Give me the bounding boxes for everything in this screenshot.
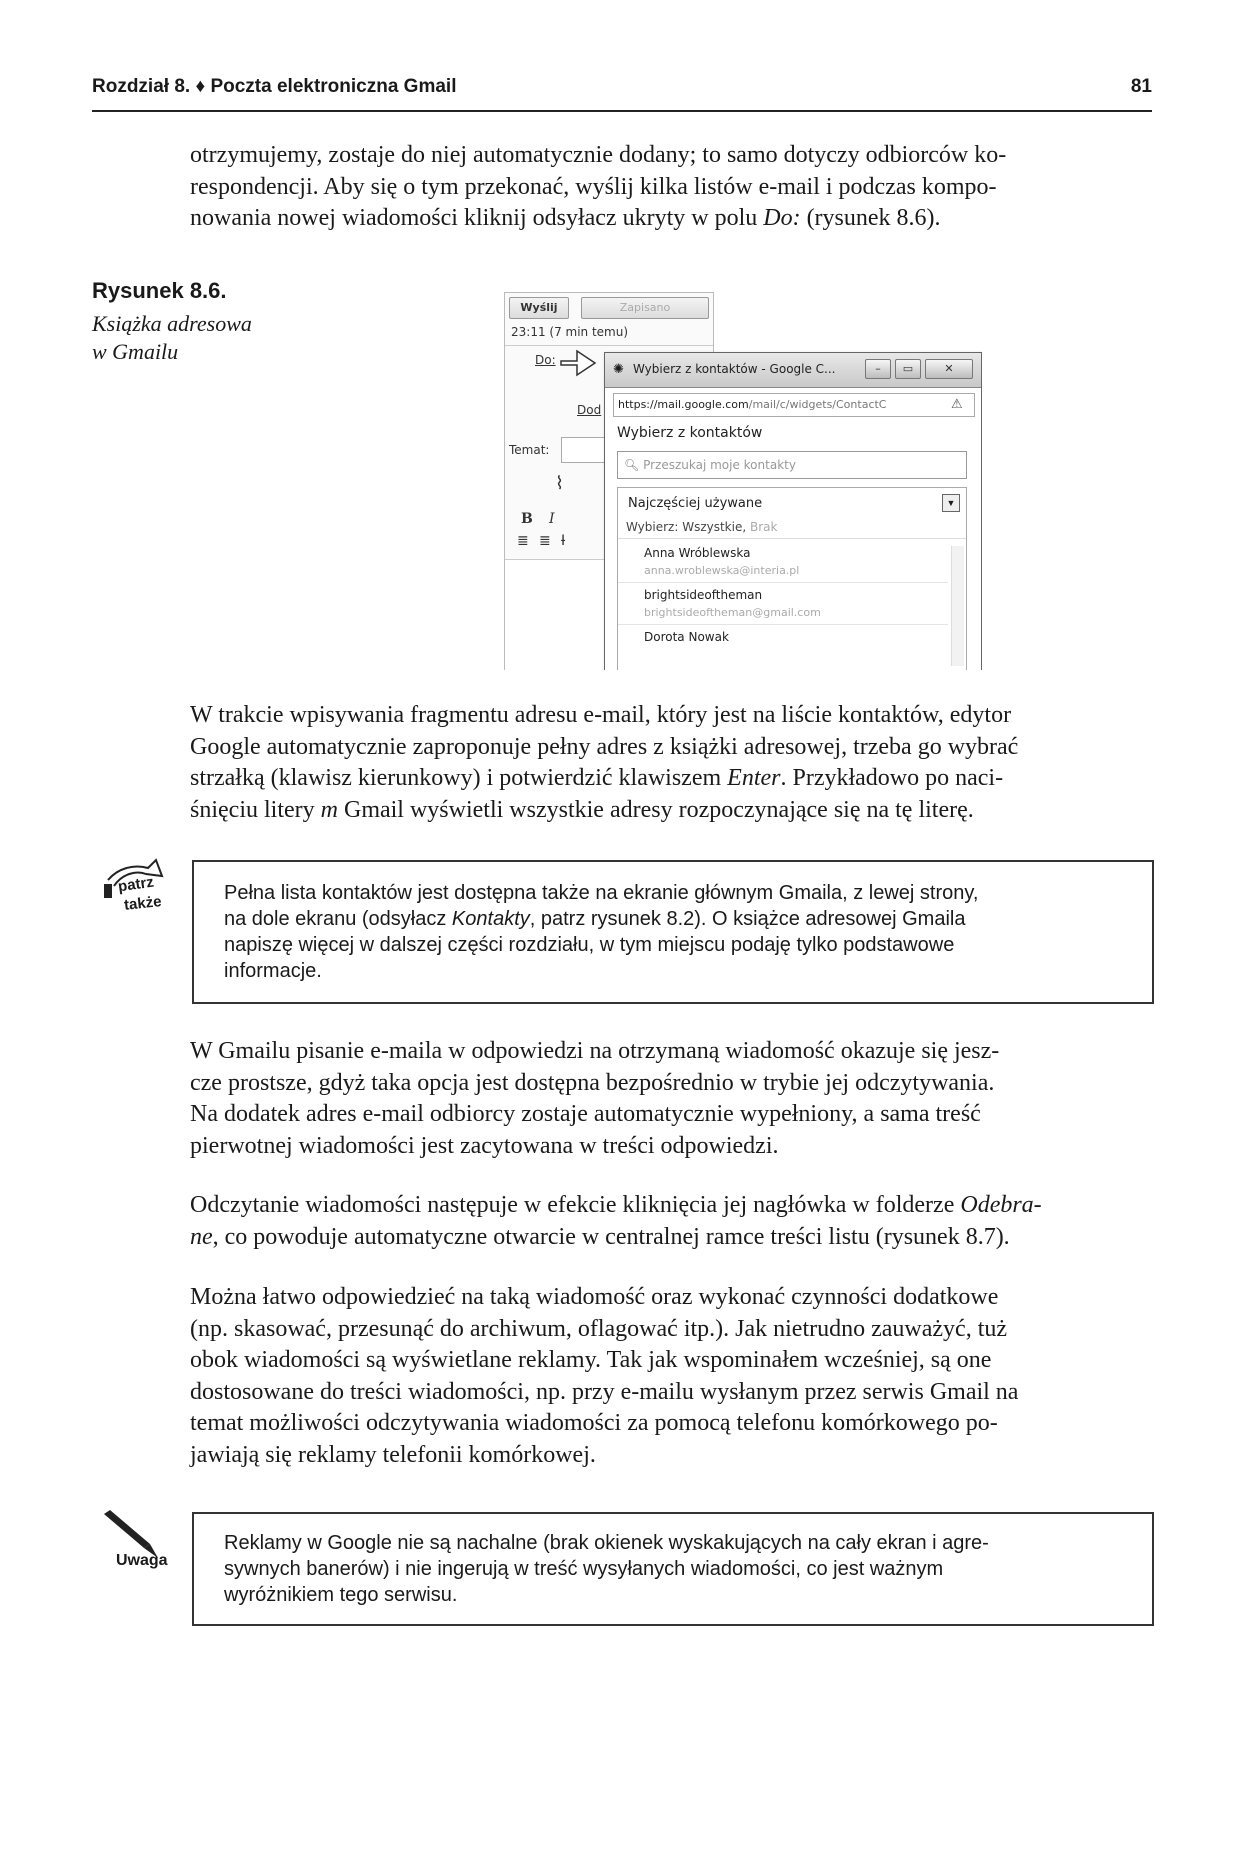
- chapter-number: Rozdział 8.: [92, 76, 191, 97]
- see-also-note-text: Pełna lista kontaktów jest dostępna także na ekranie głównym Gmaila, z lewej strony, na dole ekranu (odsyłacz Kontakty, patrz rysunek 8.2). O książce adresowej Gmaila napiszę więcej w dalszej części rozdziału, w tym miejscu podaję tylko podstawowe informacje.: [224, 882, 979, 982]
- warning-note-box: [192, 1512, 1154, 1626]
- contacts-scrollbar[interactable]: [951, 546, 964, 666]
- contacts-list: [617, 487, 967, 670]
- align-left-icon[interactable]: ≣: [517, 533, 529, 549]
- divider: [505, 345, 713, 346]
- saved-button[interactable]: Zapisano: [581, 297, 709, 319]
- subject-label: Temat:: [509, 443, 550, 457]
- divider: [618, 582, 948, 583]
- italic-button[interactable]: I: [549, 511, 555, 527]
- paragraph: Można łatwo odpowiedzieć na taką wiadomość oraz wykonać czynności dodatkowe (np. skasować, przesunąć do archiwum, oflagować itp.). Jak nietrudno zauważyć, tuż obok wiadomości są wyświetlane reklamy. Tak jak wspominałem wcześniej, są one dostosowane do treści wiadomości, np. przy e-mailu wysłanym przez serwis Gmail na temat możliwości odczytywania wiadomości za pomocą telefonu komórkowego po- jawiają się reklamy telefonii komórkowej.: [190, 1284, 1019, 1468]
- attachment-icon[interactable]: ⌇: [555, 473, 564, 494]
- contact-group-label: Najczęściej używane: [628, 496, 763, 511]
- contact-name[interactable]: Dorota Nowak: [644, 630, 729, 644]
- browser-logo-icon: ✺: [613, 361, 624, 376]
- see-also-icon-label-2: także: [123, 893, 163, 914]
- popup-title: Wybierz z kontaktów - Google C...: [633, 362, 836, 376]
- contacts-popup-window: [604, 352, 982, 670]
- warning-note-text: Reklamy w Google nie są nachalne (brak okienek wyskakujących na cały ekran i agre- sywnych banerów) i nie ingerują w treść wysyłanych wiadomości, co jest ważnym wyróżnikiem tego serwisu.: [224, 1532, 989, 1606]
- warning-icon-label: Uwaga: [116, 1552, 168, 1569]
- divider: [618, 538, 966, 539]
- contacts-search-input[interactable]: 🔍︎ Przeszukaj moje kontakty: [617, 451, 967, 479]
- chapter-title: Poczta elektroniczna Gmail: [210, 76, 457, 97]
- align-center-icon[interactable]: ≣: [539, 533, 551, 549]
- divider: [618, 624, 948, 625]
- select-all-link[interactable]: Wszystkie,: [682, 520, 747, 534]
- bold-button[interactable]: B: [521, 511, 533, 527]
- chevron-down-icon[interactable]: ▼: [942, 494, 960, 512]
- compose-timestamp: 23:11 (7 min temu): [511, 325, 629, 339]
- figure-label: Rysunek 8.6.: [92, 278, 227, 303]
- arrow-pointer-icon: [559, 345, 599, 379]
- search-icon: 🔍︎: [624, 458, 640, 472]
- paragraph: Odczytanie wiadomości następuje w efekcie kliknięcia jej nagłówka w folderze Odebra- ne, co powoduje automatyczne otwarcie w centralnej ramce treści listu (rysunek 8.7).: [190, 1192, 1042, 1250]
- popup-titlebar[interactable]: [605, 353, 981, 388]
- maximize-button[interactable]: ▭: [895, 359, 921, 379]
- figure-screenshot: [504, 292, 982, 670]
- to-link[interactable]: Do:: [535, 353, 556, 367]
- choose-row: Wybierz: Wszystkie, Brak: [626, 520, 778, 534]
- close-button[interactable]: ✕: [925, 359, 973, 379]
- page-number: 81: [1130, 76, 1152, 97]
- contact-email: anna.wroblewska@interia.pl: [644, 564, 800, 577]
- popup-heading: Wybierz z kontaktów: [617, 425, 763, 441]
- cc-link[interactable]: Dod: [577, 403, 602, 417]
- running-head-left: [92, 76, 456, 98]
- text-line: respondencji. Aby się o tym przekonać, wyślij kilka listów e-mail i podczas kompo-: [190, 173, 997, 200]
- intro-paragraph: [190, 140, 1152, 235]
- contact-email: brightsideoftheman@gmail.com: [644, 606, 821, 619]
- paragraph: W trakcie wpisywania fragmentu adresu e-mail, który jest na liście kontaktów, edytor Google automatycznie zaproponuje pełny adres z książki adresowej, trzeba go wybrać strzałką (klawisz kierunkowy) i potwierdzić klawiszem Enter. Przykładowo po naci- śnięciu litery m Gmail wyświetli wszystkie adresy rozpoczynające się na tę literę.: [190, 702, 1019, 823]
- contact-name[interactable]: brightsideoftheman: [644, 588, 763, 602]
- paragraph: W Gmailu pisanie e-maila w odpowiedzi na otrzymaną wiadomość okazuje się jesz- cze prostsze, gdyż taka opcja jest dostępna bezpośrednio w trybie jej odczytywania. Na dodatek adres e-mail odbiorcy zostaje automatycznie wypełniony, a sama treść pierwotnej wiadomości jest zacytowana w treści odpowiedzi.: [190, 1038, 1000, 1159]
- see-also-note-box: [192, 860, 1154, 1004]
- text-line: nowania nowej wiadomości kliknij odsyłacz ukryty w polu Do: (rysunek 8.6).: [190, 205, 941, 231]
- minimize-button[interactable]: –: [865, 359, 891, 379]
- url-bar[interactable]: https://mail.google.com/mail/c/widgets/ContactC: [613, 393, 975, 417]
- send-button[interactable]: Wyślij: [509, 297, 569, 319]
- select-none-link[interactable]: Brak: [750, 520, 778, 534]
- warning-triangle-icon: ⚠: [951, 396, 963, 411]
- figure-caption: Książka adresowa w Gmailu: [92, 311, 252, 364]
- diamond-separator-icon: ♦: [195, 76, 206, 97]
- clear-format-icon[interactable]: Ɨ: [561, 533, 566, 549]
- text-line: otrzymujemy, zostaje do niej automatycznie dodany; to samo dotyczy odbiorców ko-: [190, 142, 1007, 168]
- see-also-icon-label-1: patrz: [116, 873, 155, 896]
- header-rule: [92, 110, 1152, 112]
- contact-name[interactable]: Anna Wróblewska: [644, 546, 751, 560]
